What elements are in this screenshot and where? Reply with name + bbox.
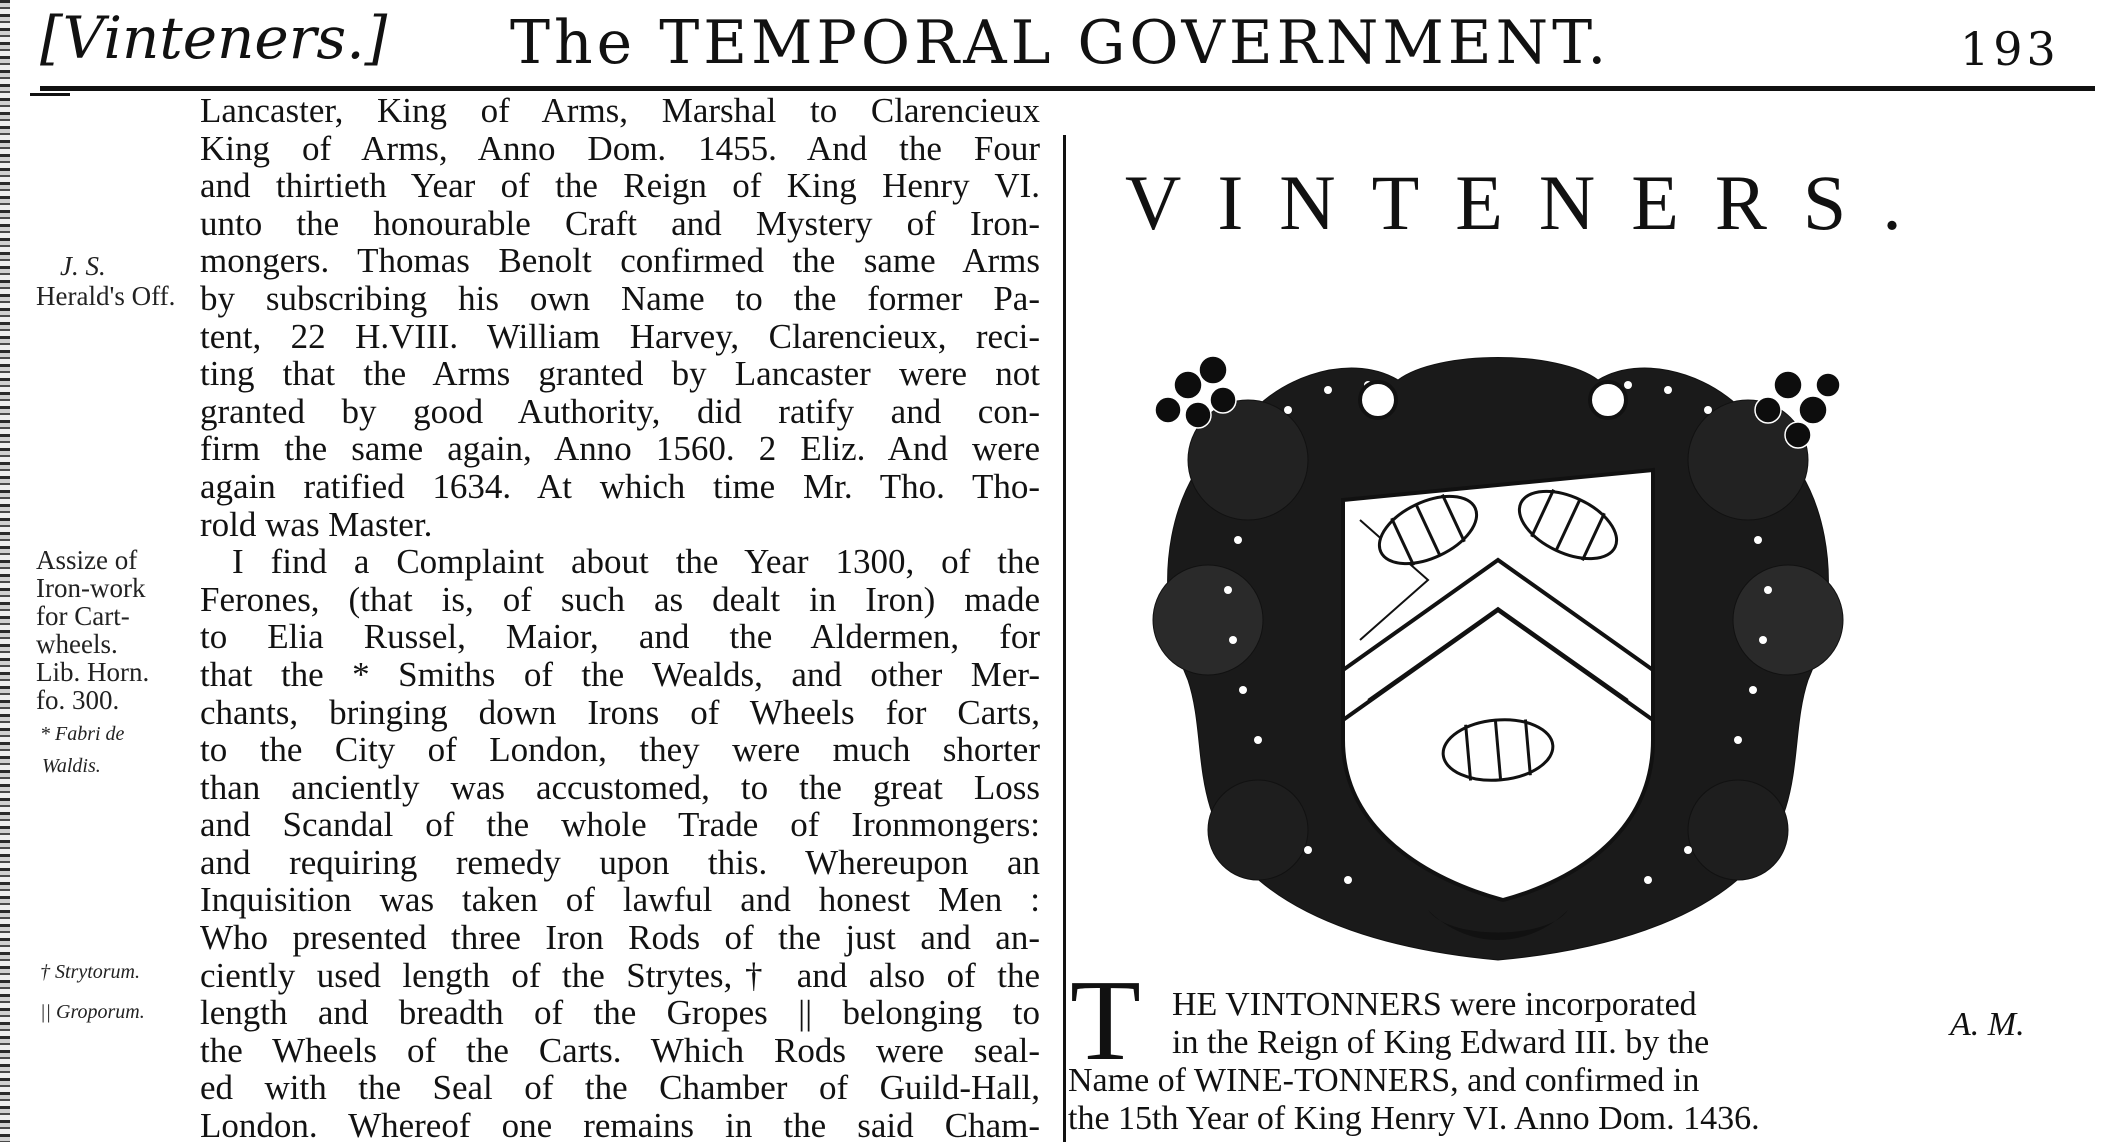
text-line: Lancaster, King of Arms, Marshal to Clarencieux xyxy=(200,91,1040,130)
text-line: that the * Smiths of the Wealds, and other Mer- xyxy=(200,654,1040,694)
margin-note-assize-2: Iron-work xyxy=(36,573,146,603)
text-line: by subscribing his own Name to the former Pa- xyxy=(200,278,1040,318)
margin-note-strytorum: † Strytorum. xyxy=(40,961,140,983)
text-line: and requiring remedy upon this. Whereupon an xyxy=(200,842,1040,882)
text-line: Who presented three Iron Rods of the just and an- xyxy=(200,918,1040,958)
text-line: to the City of London, they were much shorter xyxy=(200,730,1040,770)
margin-note-assize-6: fo. 300. xyxy=(36,685,120,715)
text-line: the Wheels of the Carts. Which Rods were seal- xyxy=(200,1030,1040,1070)
intro-line-4: the 15th Year of King Henry VI. Anno Dom. 1436. xyxy=(1068,1100,1760,1137)
text-line: firm the same again, Anno 1560. 2 Eliz. And were xyxy=(200,429,1040,469)
side-note-am: A. M. xyxy=(1950,1006,2025,1043)
company-title: VINTENERS. xyxy=(1125,159,1938,246)
text-line: than anciently was accustomed, to the great Loss xyxy=(200,767,1040,807)
intro-line-2: in the Reign of King Edward III. by the xyxy=(1172,1024,1710,1061)
section-tag: [Vinteners.] xyxy=(40,4,388,72)
text-line: length and breadth of the Gropes || belonging to xyxy=(200,993,1040,1033)
margin-note-assize-1: Assize of xyxy=(36,545,138,575)
text-line: ting that the Arms granted by Lancaster were not xyxy=(200,354,1040,394)
margin-note-groporum: || Groporum. xyxy=(40,1001,145,1023)
column-divider xyxy=(1063,135,1066,1142)
text-line: unto the honourable Craft and Mystery of Iron- xyxy=(200,203,1040,243)
margin-note-heralds-office: Herald's Off. xyxy=(36,281,176,311)
left-column-text xyxy=(200,92,1040,1145)
header-rule-accent xyxy=(30,93,70,96)
text-line: tent, 22 H.VIII. William Harvey, Clarencieux, reci- xyxy=(200,316,1040,356)
text-line: to Elia Russel, Maior, and the Aldermen, for xyxy=(200,617,1040,657)
text-line: granted by good Authority, did ratify and con- xyxy=(200,391,1040,431)
running-title: The TEMPORAL GOVERNMENT. xyxy=(510,8,1611,78)
margin-note-assize-3: for Cart- xyxy=(36,601,130,631)
margin-note-fabri-2: Waldis. xyxy=(42,755,101,777)
text-line: London. Whereof one remains in the said Cham- xyxy=(200,1106,1040,1145)
intro-line-1: HE VINTONNERS were incorporated xyxy=(1172,986,1697,1023)
text-line: chants, bringing down Irons of Wheels for Carts, xyxy=(200,692,1040,732)
text-line: King of Arms, Anno Dom. 1455. And the Four xyxy=(200,128,1040,168)
text-line: and thirtieth Year of the Reign of King Henry VI. xyxy=(200,166,1040,206)
margin-note-js: J. S. xyxy=(60,251,106,281)
margin-note-assize-5: Lib. Horn. xyxy=(36,657,150,687)
margin-note-fabri-1: * Fabri de xyxy=(40,723,125,745)
text-line: ciently used length of the Strytes,† and also of the xyxy=(200,955,1040,995)
page-number: 193 xyxy=(1960,22,2060,76)
intro-line-3: Name of WINE-TONNERS, and confirmed in xyxy=(1068,1062,1700,1099)
text-line: ed with the Seal of the Chamber of Guild-Hall, xyxy=(200,1068,1040,1108)
text-line: I find a Complaint about the Year 1300, of the xyxy=(232,542,1040,582)
page-gutter-edge xyxy=(0,0,10,1142)
intro-dropcap: T xyxy=(1070,957,1141,1085)
text-line: Inquisition was taken of lawful and honest Men : xyxy=(200,880,1040,920)
text-line: again ratified 1634. At which time Mr. Tho. Tho- xyxy=(200,466,1040,506)
margin-note-assize-4: wheels. xyxy=(36,629,118,659)
coat-of-arms-illustration xyxy=(1128,290,1868,970)
text-line: mongers. Thomas Benolt confirmed the same Arms xyxy=(200,241,1040,281)
text-line: and Scandal of the whole Trade of Ironmongers: xyxy=(200,805,1040,845)
text-line: rold was Master. xyxy=(200,504,433,544)
text-line: Ferones, (that is, of such as dealt in Iron) made xyxy=(200,579,1040,619)
